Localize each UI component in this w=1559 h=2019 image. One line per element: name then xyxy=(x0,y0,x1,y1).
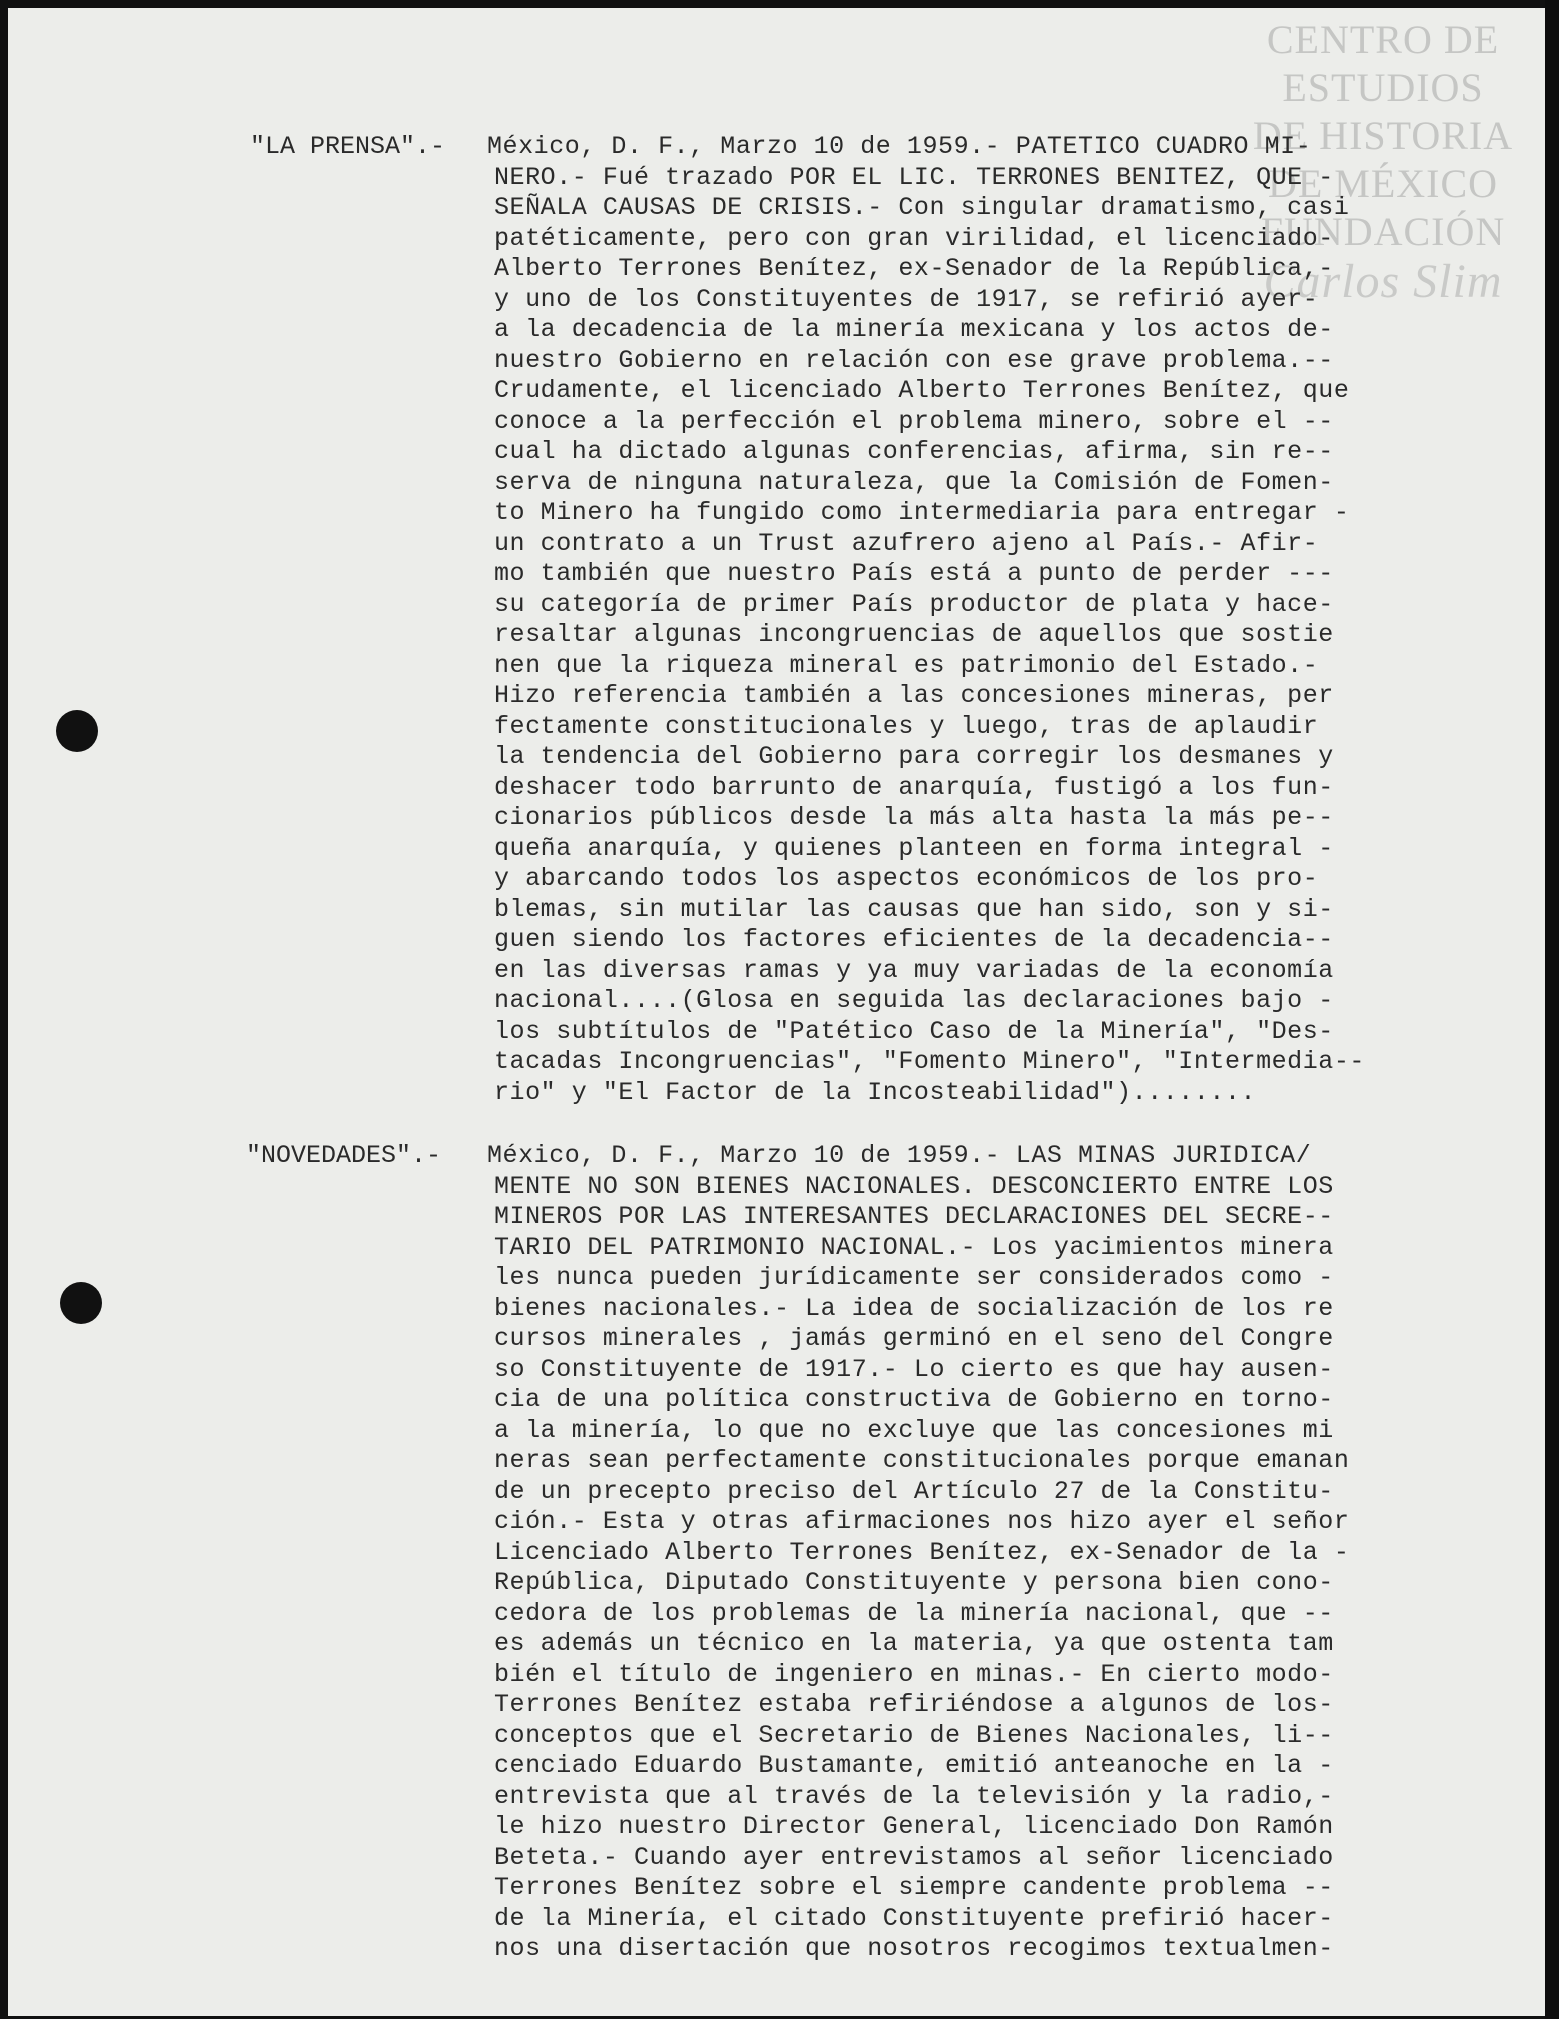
newspaper-name: "LA PRENSA".- xyxy=(250,132,446,161)
text-line: México, D. F., Marzo 10 de 1959.- PATETICO CUADRO MI- xyxy=(487,132,1312,161)
watermark-line: DE HISTORIA xyxy=(1252,113,1514,158)
punch-hole xyxy=(56,710,98,752)
text-line: to Minero ha fungido como intermediaria para entregar - xyxy=(494,498,1350,527)
text-line: la tendencia del Gobierno para corregir los desmanes y xyxy=(494,742,1334,771)
text-line: nos una disertación que nosotros recogimos textualmen- xyxy=(494,1934,1334,1963)
text-line: serva de ninguna naturaleza, que la Comisión de Fomen- xyxy=(494,467,1334,497)
document-page xyxy=(8,8,1553,2016)
text-line: su categoría de primer País productor de plata y hace- xyxy=(494,589,1334,619)
text-line: cionarios públicos desde la más alta hasta la más pe-- xyxy=(494,803,1334,832)
text-line: NERO.- Fué trazado POR EL LIC. TERRONES BENITEZ, QUE - xyxy=(494,162,1334,192)
text-line: bienes nacionales.- La idea de socialización de los re xyxy=(494,1293,1334,1323)
text-line: Beteta.- Cuando ayer entrevistamos al señor licenciado xyxy=(494,1842,1334,1872)
text-line: fectamente constitucionales y luego, tras de aplaudir xyxy=(494,711,1319,741)
text-line: entrevista que al través de la televisión y la radio,- xyxy=(494,1781,1334,1811)
article-body xyxy=(487,132,1494,1108)
text-line: blemas, sin mutilar las causas que han sido, son y si- xyxy=(494,894,1334,924)
text-line: conceptos que el Secretario de Bienes Nacionales, li-- xyxy=(494,1720,1334,1750)
text-line: cursos minerales , jamás germinó en el seno del Congre xyxy=(494,1324,1334,1353)
text-line: les nunca pueden jurídicamente ser considerados como - xyxy=(494,1263,1334,1292)
text-line: tacadas Incongruencias", "Fomento Minero", "Intermedia-- xyxy=(494,1047,1365,1076)
text-line: ción.- Esta y otras afirmaciones nos hizo ayer el señor xyxy=(494,1507,1350,1536)
watermark-signature: Carlos Slim xyxy=(1263,255,1503,308)
text-line: nen que la riqueza mineral es patrimonio del Estado.- xyxy=(494,650,1319,680)
watermark-line: ESTUDIOS xyxy=(1282,65,1484,110)
text-line: Hizo referencia también a las concesiones mineras, per xyxy=(494,681,1334,710)
text-line: y abarcando todos los aspectos económicos de los pro- xyxy=(494,864,1319,893)
text-line: Terrones Benítez estaba refiriéndose a algunos de los- xyxy=(494,1690,1334,1719)
text-line: cedora de los problemas de la minería nacional, que -- xyxy=(494,1598,1334,1628)
text-line: neras sean perfectamente constitucionales porque emanan xyxy=(494,1446,1350,1475)
text-line: queña anarquía, y quienes planteen en forma integral - xyxy=(494,833,1334,863)
text-line: bién el título de ingeniero en minas.- En cierto modo- xyxy=(494,1659,1334,1689)
text-line: Licenciado Alberto Terrones Benítez, ex-Senador de la - xyxy=(494,1537,1350,1567)
text-line: y uno de los Constituyentes de 1917, se refirió ayer- xyxy=(494,284,1319,314)
text-line: México, D. F., Marzo 10 de 1959.- LAS MINAS JURIDICA/ xyxy=(487,1141,1312,1170)
watermark-line: DE MÉXICO xyxy=(1267,161,1499,206)
newspaper-name: "NOVEDADES".- xyxy=(246,1141,442,1170)
watermark-line: FUNDACIÓN xyxy=(1260,209,1506,254)
text-line: un contrato a un Trust azufrero ajeno al País.- Afir- xyxy=(494,528,1319,558)
text-line: Crudamente, el licenciado Alberto Terrones Benítez, que xyxy=(494,376,1350,405)
text-line: a la minería, lo que no excluye que las concesiones mi xyxy=(494,1415,1334,1445)
text-line: cual ha dictado algunas conferencias, afirma, sin re-- xyxy=(494,437,1334,466)
text-line: mo también que nuestro País está a punto de perder --- xyxy=(494,559,1334,588)
text-line: resaltar algunas incongruencias de aquellos que sostie xyxy=(494,620,1334,649)
text-line: nuestro Gobierno en relación con ese grave problema.-- xyxy=(494,345,1334,375)
text-line: MENTE NO SON BIENES NACIONALES. DESCONCIERTO ENTRE LOS xyxy=(494,1171,1334,1201)
text-line: de un precepto preciso del Artículo 27 de la Constitu- xyxy=(494,1476,1334,1506)
text-line: de la Minería, el citado Constituyente prefirió hacer- xyxy=(494,1903,1334,1933)
text-line: Terrones Benítez sobre el siempre candente problema -- xyxy=(494,1873,1334,1902)
text-line: MINEROS POR LAS INTERESANTES DECLARACIONES DEL SECRE-- xyxy=(494,1202,1334,1231)
text-line: cia de una política constructiva de Gobierno en torno- xyxy=(494,1385,1334,1414)
article-body xyxy=(487,1141,1494,1965)
text-line: le hizo nuestro Director General, licenciado Don Ramón xyxy=(494,1812,1334,1841)
text-line: en las diversas ramas y ya muy variadas de la economía xyxy=(494,955,1334,985)
watermark-line: CENTRO DE xyxy=(1266,17,1500,62)
text-line: guen siendo los factores eficientes de la decadencia-- xyxy=(494,925,1334,954)
text-line: nacional....(Glosa en seguida las declaraciones bajo - xyxy=(494,986,1334,1015)
text-line: SEÑALA CAUSAS DE CRISIS.- Con singular dramatismo, casi xyxy=(494,193,1350,222)
text-line: patéticamente, pero con gran virilidad, el licenciado- xyxy=(494,223,1334,253)
text-line: so Constituyente de 1917.- Lo cierto es que hay ausen- xyxy=(494,1354,1334,1384)
text-line: deshacer todo barrunto de anarquía, fustigó a los fun- xyxy=(494,772,1334,802)
text-line: los subtítulos de "Patético Caso de la Minería", "Des- xyxy=(494,1016,1334,1046)
text-line: rio" y "El Factor de la Incosteabilidad")........ xyxy=(494,1077,1257,1107)
scan-edge xyxy=(1545,0,1559,2019)
punch-hole xyxy=(60,1282,102,1324)
text-line: conoce a la perfección el problema minero, sobre el -- xyxy=(494,406,1334,436)
text-line: República, Diputado Constituyente y persona bien cono- xyxy=(494,1568,1334,1597)
text-line: cenciado Eduardo Bustamante, emitió anteanoche en la - xyxy=(494,1751,1334,1780)
text-line: es además un técnico en la materia, ya que ostenta tam xyxy=(494,1629,1334,1658)
text-line: a la decadencia de la minería mexicana y los actos de- xyxy=(494,315,1334,344)
text-line: TARIO DEL PATRIMONIO NACIONAL.- Los yacimientos minera xyxy=(494,1232,1334,1262)
text-line: Alberto Terrones Benítez, ex-Senador de la República,- xyxy=(494,254,1334,283)
